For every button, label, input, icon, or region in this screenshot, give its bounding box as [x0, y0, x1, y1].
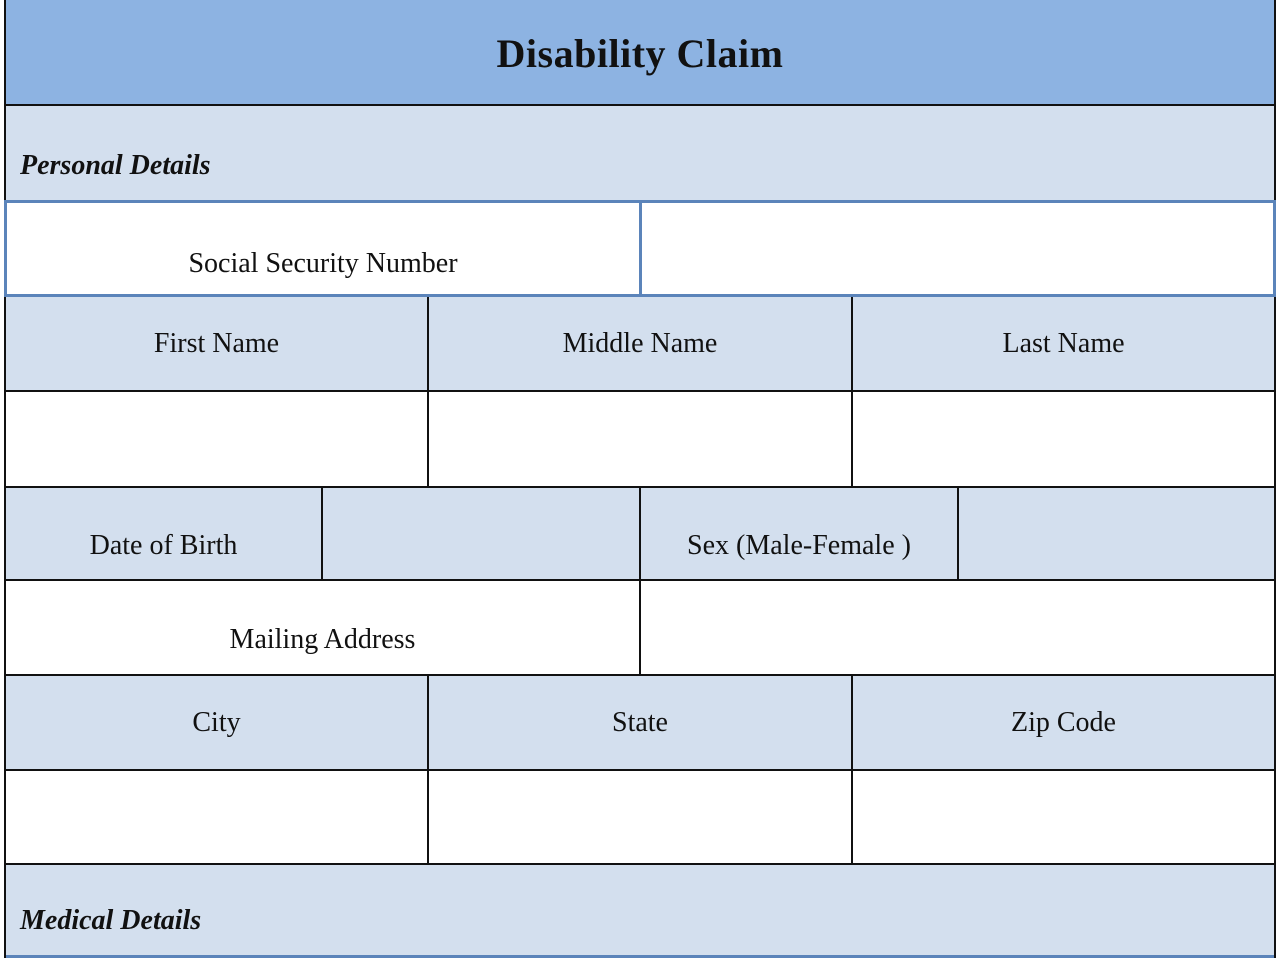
middle-name-label-cell: [429, 297, 853, 390]
sex-label: Sex (Male-Female ): [687, 529, 911, 561]
last-name-input[interactable]: [853, 392, 1274, 486]
zip-input[interactable]: [853, 771, 1274, 863]
first-name-label-cell: [6, 297, 429, 390]
mailing-address-label-cell: [6, 581, 641, 674]
state-input[interactable]: [429, 771, 853, 863]
last-name-label-cell: [853, 297, 1274, 390]
ssn-row: [4, 200, 1276, 297]
disability-claim-form: [4, 0, 1276, 958]
dob-input[interactable]: [323, 488, 641, 579]
zip-label-cell: [853, 676, 1274, 769]
section-title-medical: Medical Details: [20, 905, 202, 936]
city-label: City: [192, 706, 241, 738]
sex-label-cell: [641, 488, 959, 579]
first-name-label: First Name: [153, 327, 280, 359]
mailing-address-input[interactable]: [641, 581, 1274, 674]
mailing-address-label: Mailing Address: [229, 623, 416, 655]
ssn-label: Social Security Number: [188, 247, 458, 279]
form-header: [6, 0, 1274, 106]
sex-input[interactable]: [959, 488, 1274, 579]
mailing-address-row: [6, 581, 1274, 676]
name-header-row: [6, 297, 1274, 392]
state-label-cell: [429, 676, 853, 769]
middle-name-input[interactable]: [429, 392, 853, 486]
middle-name-label: Middle Name: [562, 327, 718, 359]
dob-label-cell: [6, 488, 323, 579]
address-header-row: [6, 676, 1274, 771]
name-input-row: [6, 392, 1274, 488]
section-personal-details: [6, 106, 1274, 200]
last-name-label: Last Name: [1002, 327, 1125, 359]
section-medical-details: [6, 865, 1274, 958]
ssn-input[interactable]: [642, 203, 1273, 294]
first-name-input[interactable]: [6, 392, 429, 486]
section-title-personal: Personal Details: [20, 150, 211, 181]
zip-label: Zip Code: [1011, 706, 1116, 738]
state-label: State: [612, 706, 668, 738]
city-input[interactable]: [6, 771, 429, 863]
address-input-row: [6, 771, 1274, 865]
dob-label: Date of Birth: [89, 529, 238, 561]
form-title: Disability Claim: [496, 30, 784, 76]
city-label-cell: [6, 676, 429, 769]
ssn-label-cell: [7, 203, 642, 294]
dob-sex-row: [6, 488, 1274, 581]
